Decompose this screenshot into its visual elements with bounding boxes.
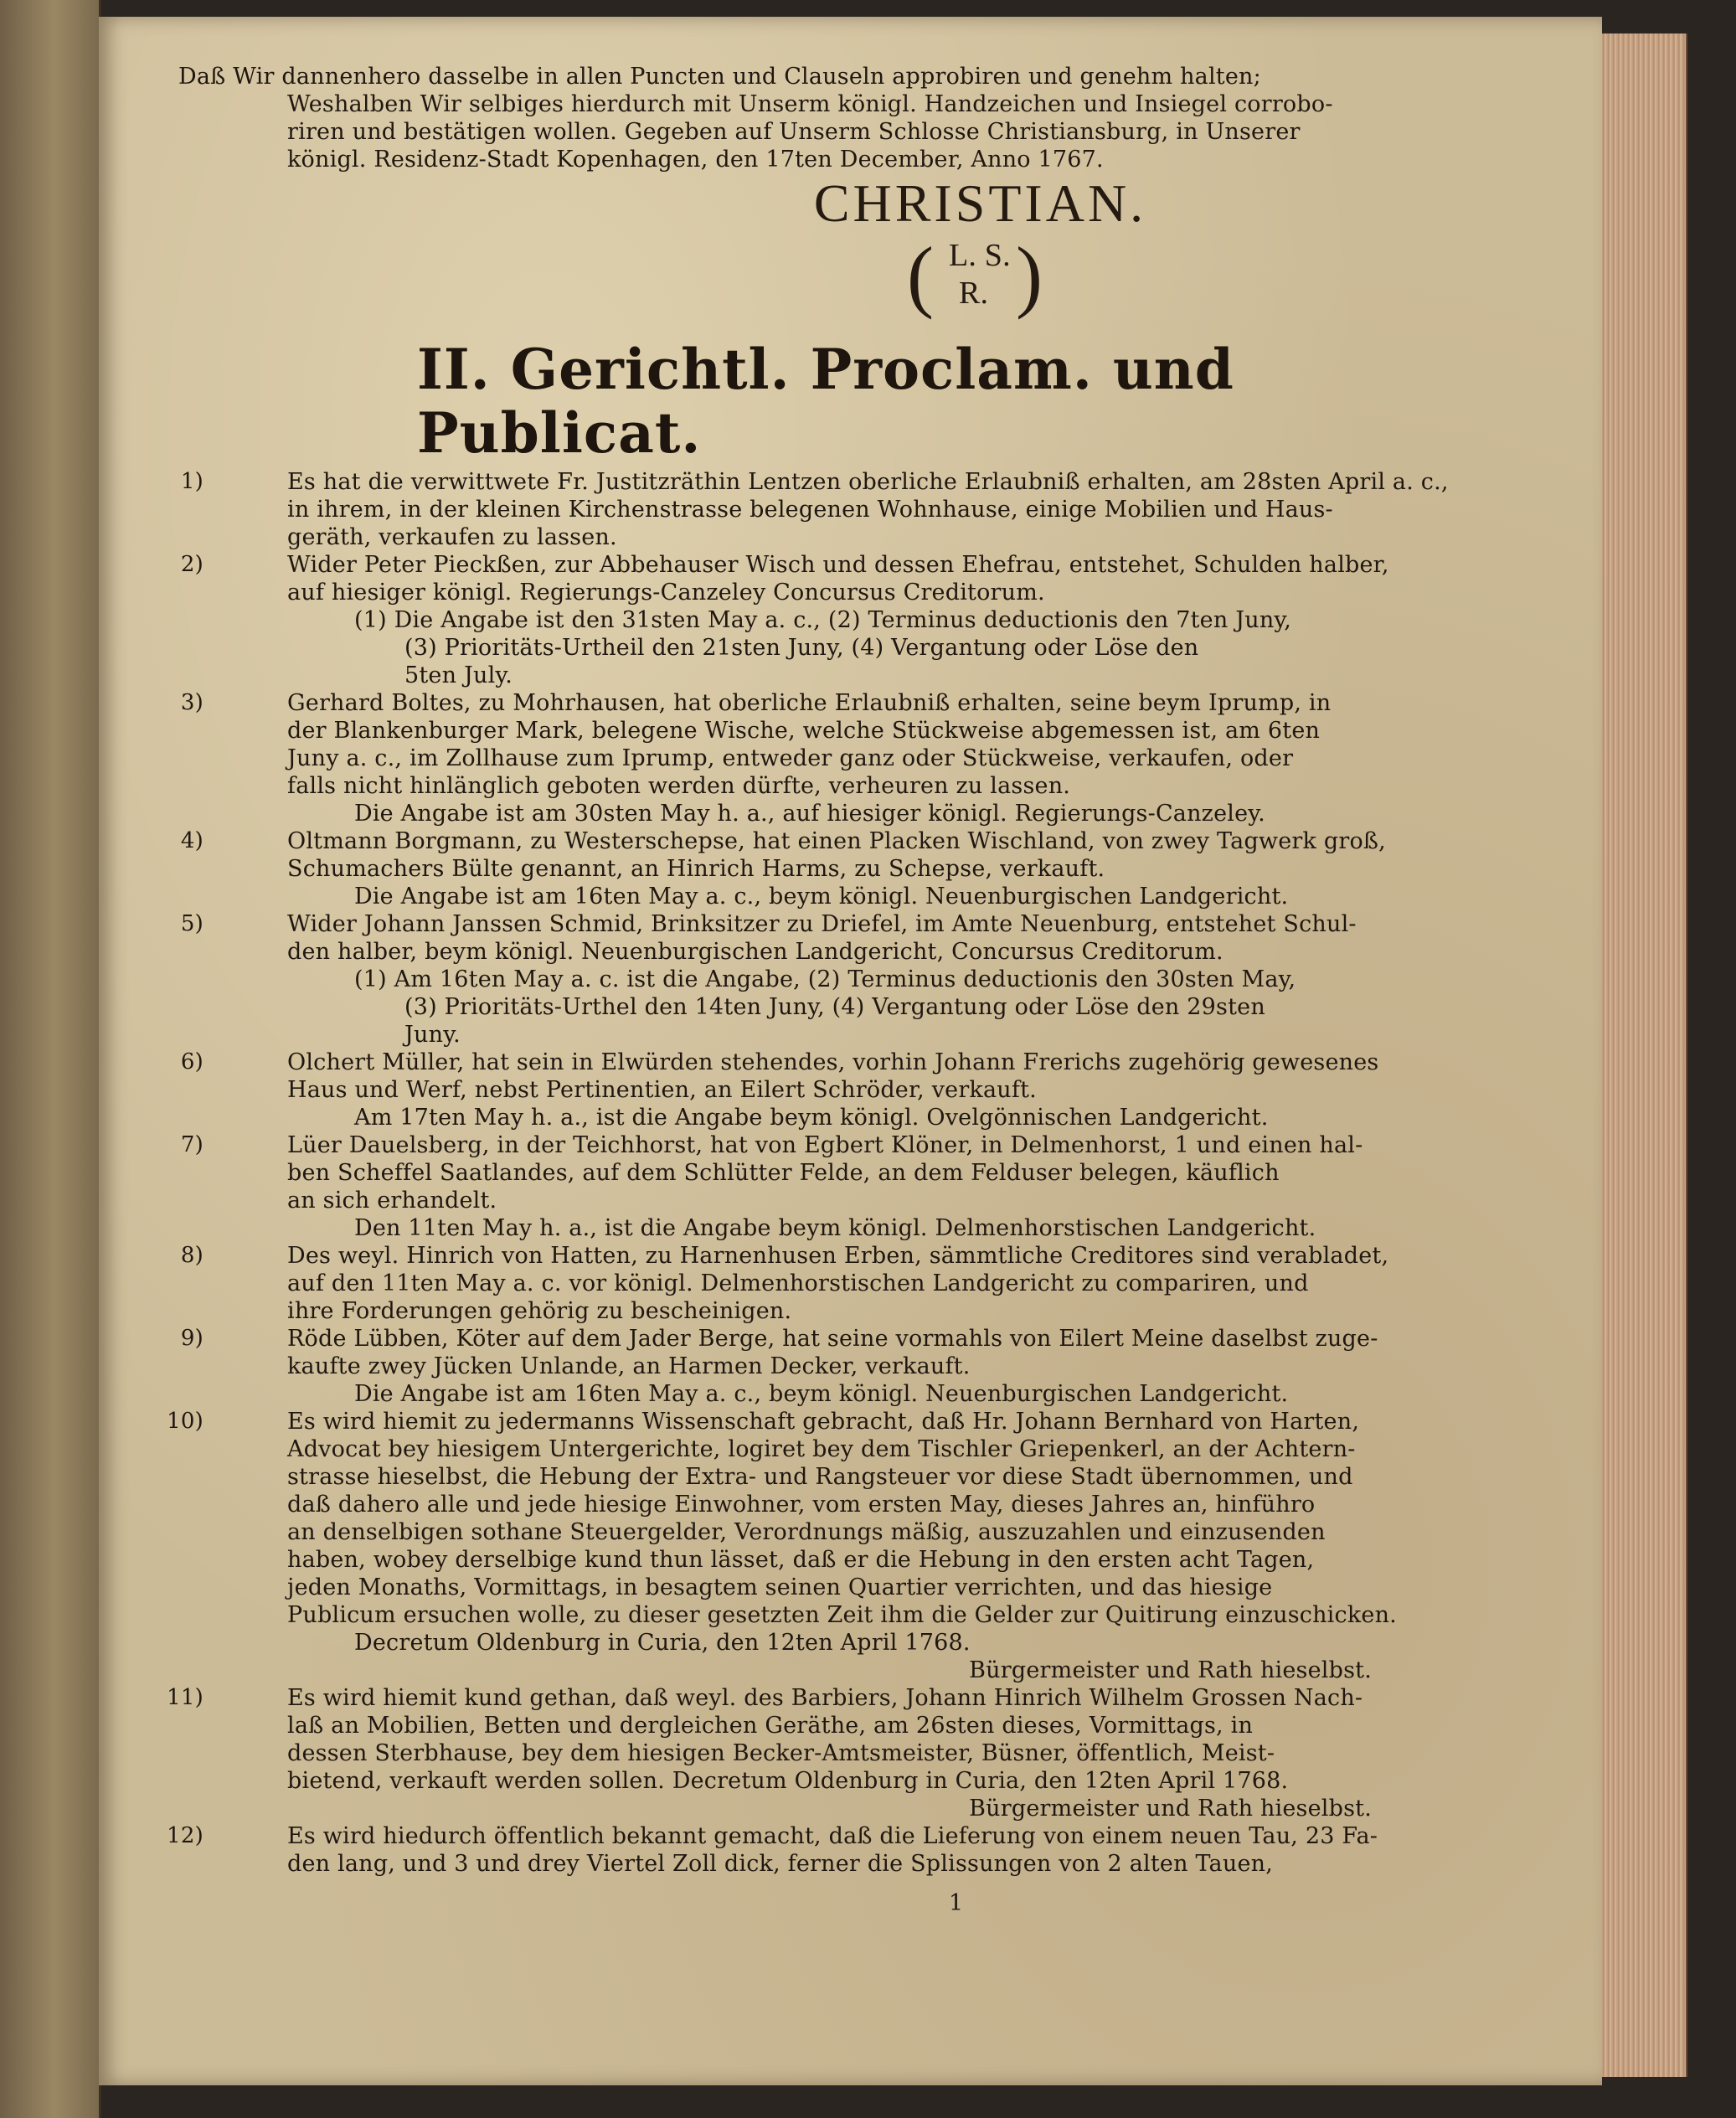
entry-number: 12)	[167, 1823, 203, 1848]
royal-seal-mark: ( L. S. R. )	[907, 230, 1043, 320]
entry-line: bietend, verkauft werden sollen. Decretum Oldenburg in Curia, den 12ten April 1768.	[287, 1768, 1289, 1794]
entry-note: (1) Die Angabe ist den 31sten May a. c., (2) Terminus deductionis den 7ten Juny,	[354, 607, 1292, 633]
entry-signoff: Bürgermeister und Rath hieselbst.	[969, 1657, 1372, 1683]
header-line: Weshalben Wir selbiges hierdurch mit Unserm königl. Handzeichen und Insiegel corrobo-	[287, 91, 1333, 117]
entry-number: 7)	[180, 1132, 203, 1157]
entry-line: den lang, und 3 und drey Viertel Zoll dick, ferner die Splissungen von 2 alten Tauen,	[287, 1851, 1273, 1877]
entry-line: haben, wobey derselbige kund thun lässet, daß er die Hebung in den ersten acht Tagen,	[287, 1547, 1315, 1573]
seal-ls: L. S.	[949, 238, 1011, 273]
page-text	[167, 63, 1514, 1917]
entry-note: Decretum Oldenburg in Curia, den 12ten April 1768.	[354, 1630, 971, 1656]
entry-line: Gerhard Boltes, zu Mohrhausen, hat oberliche Erlaubniß erhalten, seine beym Iprump, in	[287, 690, 1332, 716]
entry-line: den halber, beym königl. Neuenburgischen Landgericht, Concursus Creditorum.	[287, 939, 1223, 965]
entry-number: 1)	[180, 469, 203, 494]
entry-line: Wider Johann Janssen Schmid, Brinksitzer zu Driefel, im Amte Neuenburg, entstehet Schul-	[287, 911, 1357, 937]
entry-number: 10)	[167, 1409, 203, 1434]
entry-note: Juny.	[404, 1022, 461, 1048]
entry-note: (3) Prioritäts-Urtheil den 21sten Juny, (4) Vergantung oder Löse den	[404, 635, 1199, 661]
entry-line: Es wird hiemit kund gethan, daß weyl. des Barbiers, Johann Hinrich Wilhelm Grossen Nach-	[287, 1685, 1363, 1711]
entry-line: ihre Forderungen gehörig zu bescheinigen.	[287, 1298, 792, 1324]
signature-mark: 1	[949, 1890, 964, 1916]
header-line: riren und bestätigen wollen. Gegeben auf Unserm Schlosse Christiansburg, in Unserer	[287, 119, 1301, 145]
entry-line: Haus und Werf, nebst Pertinentien, an Eilert Schröder, verkauft.	[287, 1077, 1037, 1103]
entry-line: Publicum ersuchen wolle, zu dieser gesetzten Zeit ihm die Gelder zur Quitirung einzuschicken.	[287, 1602, 1397, 1628]
entry-line: Es hat die verwittwete Fr. Justitzräthin Lentzen oberliche Erlaubniß erhalten, am 28sten April a. c.,	[287, 469, 1449, 495]
entry-line: Wider Peter Pieckßen, zur Abbehauser Wisch und dessen Ehefrau, entstehet, Schulden halber,	[287, 552, 1389, 578]
entry-line: Lüer Dauelsberg, in der Teichhorst, hat von Egbert Klöner, in Delmenhorst, 1 und einen hal-	[287, 1132, 1363, 1158]
page-stack-edge	[1602, 33, 1687, 2077]
entry-note: Die Angabe ist am 30sten May h. a., auf hiesiger königl. Regierungs-Canzeley.	[354, 801, 1265, 827]
entry-note: Den 11ten May h. a., ist die Angabe beym königl. Delmenhorstischen Landgericht.	[354, 1215, 1316, 1241]
entry-8	[178, 1242, 1514, 1325]
seal-r: R.	[959, 276, 989, 311]
entry-number: 4)	[180, 828, 203, 853]
entry-line: kaufte zwey Jücken Unlande, an Harmen Decker, verkauft.	[287, 1353, 971, 1379]
entry-2	[178, 551, 1514, 689]
entry-line: Es wird hiemit zu jedermanns Wissenschaft gebracht, daß Hr. Johann Bernhard von Harten,	[287, 1409, 1360, 1435]
entry-line: strasse hieselbst, die Hebung der Extra- und Rangsteuer vor diese Stadt übernommen, und	[287, 1464, 1353, 1490]
entry-number: 2)	[180, 552, 203, 577]
entry-line: Schumachers Bülte genannt, an Hinrich Harms, zu Schepse, verkauft.	[287, 856, 1105, 882]
entry-line: an sich erhandelt.	[287, 1188, 497, 1214]
entry-number: 3)	[180, 690, 203, 715]
entry-number: 5)	[180, 911, 203, 936]
entry-3	[178, 689, 1514, 827]
entry-line: geräth, verkaufen zu lassen.	[287, 524, 617, 550]
entry-line: Es wird hiedurch öffentlich bekannt gemacht, daß die Lieferung von einem neuen Tau, 23 Fa-	[287, 1823, 1378, 1849]
entry-line: dessen Sterbhause, bey dem hiesigen Becker-Amtsmeister, Büsner, öffentlich, Meist-	[287, 1740, 1275, 1766]
entry-line: Röde Lübben, Köter auf dem Jader Berge, hat seine vormahls von Eilert Meine daselbst zuge-	[287, 1326, 1378, 1352]
entry-note: Die Angabe ist am 16ten May a. c., beym königl. Neuenburgischen Landgericht.	[354, 1381, 1289, 1407]
entry-number: 11)	[167, 1685, 203, 1710]
entry-line: Olchert Müller, hat sein in Elwürden stehendes, vorhin Johann Frerichs zugehörig gewesenes	[287, 1049, 1379, 1075]
header-line: Daß Wir dannenhero dasselbe in allen Puncten und Clauseln approbiren und genehm halten;	[178, 64, 1261, 90]
entry-5	[178, 910, 1514, 1049]
entry-line: laß an Mobilien, Betten und dergleichen Geräthe, am 26sten dieses, Vormittags, in	[287, 1713, 1254, 1739]
entry-line: Oltmann Borgmann, zu Westerschepse, hat einen Placken Wischland, von zwey Tagwerk groß,	[287, 828, 1386, 854]
entry-number: 8)	[180, 1243, 203, 1268]
facing-page-edge	[0, 0, 101, 2118]
entry-1	[178, 468, 1514, 551]
entry-note: Am 17ten May h. a., ist die Angabe beym königl. Ovelgönnischen Landgericht.	[354, 1105, 1269, 1131]
entry-note: (3) Prioritäts-Urthel den 14ten Juny, (4) Vergantung oder Löse den 29sten	[404, 994, 1265, 1020]
document-page	[99, 17, 1602, 2085]
entry-line: auf den 11ten May a. c. vor königl. Delmenhorstischen Landgericht zu compariren, und	[287, 1270, 1309, 1296]
entry-7	[178, 1131, 1514, 1242]
entry-12	[167, 1822, 1514, 1878]
entry-line: ben Scheffel Saatlandes, auf dem Schlütter Felde, an dem Felduser belegen, käuflich	[287, 1160, 1280, 1186]
entry-11	[167, 1684, 1514, 1822]
entry-4	[178, 827, 1514, 910]
entry-9	[178, 1325, 1514, 1408]
entry-number: 9)	[180, 1326, 203, 1351]
entry-line: Juny a. c., im Zollhause zum Iprump, entweder ganz oder Stückweise, verkaufen, oder	[287, 745, 1294, 771]
entry-line: falls nicht hinlänglich geboten werden dürfte, verheuren zu lassen.	[287, 773, 1071, 799]
entry-line: Des weyl. Hinrich von Hatten, zu Harnenhusen Erben, sämmtliche Creditores sind verabladet,	[287, 1243, 1389, 1269]
entry-line: daß dahero alle und jede hiesige Einwohner, vom ersten May, dieses Jahres an, hinführo	[287, 1492, 1316, 1518]
header-paragraph	[178, 63, 1514, 173]
entry-6	[178, 1049, 1514, 1131]
entry-note: Die Angabe ist am 16ten May a. c., beym königl. Neuenburgischen Landgericht.	[354, 884, 1289, 910]
entry-number: 6)	[180, 1049, 203, 1074]
entry-10	[167, 1408, 1514, 1684]
entry-line: jeden Monaths, Vormittags, in besagtem seinen Quartier verrichten, und das hiesige	[287, 1574, 1273, 1600]
section-heading: II. Gerichtl. Proclam. und Publicat.	[417, 337, 1234, 466]
entry-signoff: Bürgermeister und Rath hieselbst.	[969, 1796, 1372, 1822]
entry-line: der Blankenburger Mark, belegene Wische, welche Stückweise abgemessen ist, am 6ten	[287, 718, 1321, 744]
entry-note: 5ten July.	[404, 662, 513, 688]
entry-line: Advocat bey hiesigem Untergerichte, logiret bey dem Tischler Griepenkerl, an der Achtern-	[287, 1436, 1356, 1462]
entry-line: an denselbigen sothane Steuergelder, Verordnungs mäßig, auszuzahlen und einzusenden	[287, 1519, 1326, 1545]
signature-christian: CHRISTIAN.	[813, 173, 1147, 233]
entry-line: auf hiesiger königl. Regierungs-Canzeley Concursus Creditorum.	[287, 580, 1045, 606]
entry-line: in ihrem, in der kleinen Kirchenstrasse belegenen Wohnhause, einige Mobilien und Haus-	[287, 497, 1333, 523]
header-line: königl. Residenz-Stadt Kopenhagen, den 17ten December, Anno 1767.	[287, 147, 1104, 173]
entry-note: (1) Am 16ten May a. c. ist die Angabe, (2) Terminus deductionis den 30sten May,	[354, 966, 1296, 992]
